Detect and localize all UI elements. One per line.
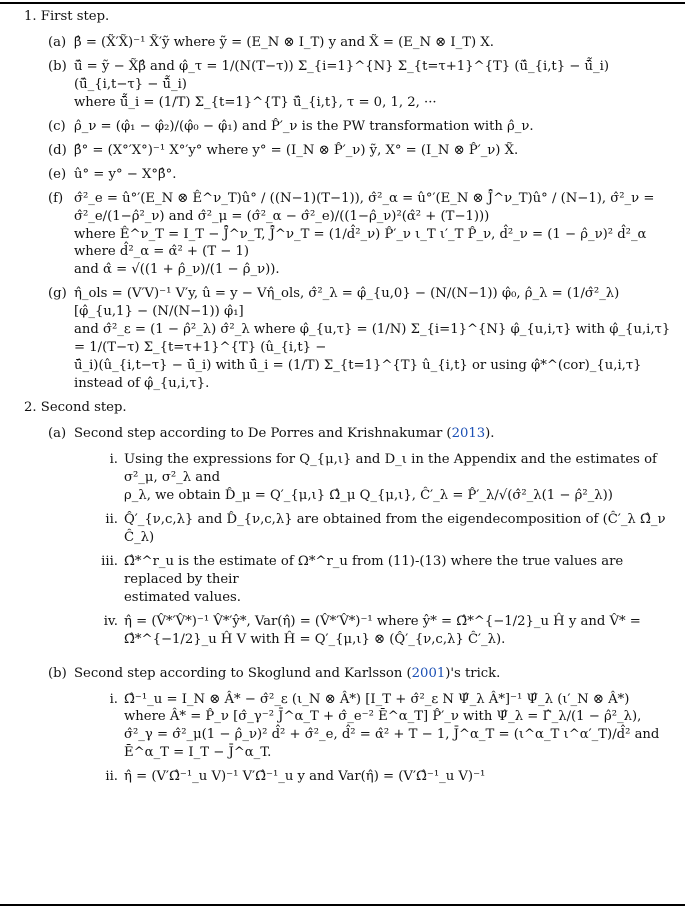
step-1-item-a: (a) β̂ = (X̃′X̃)⁻¹ X̃′ỹ where ỹ = (E_N ⊗ I_T) y and X̃ = (E_N ⊗ I_T) X. xyxy=(48,34,674,52)
formula-line: ρ_λ, we obtain D̂_μ = Q′_{μ,ι} Ω̂_μ Q_{μ,ι}, Ĉ′_λ = P̂′_λ/√(σ̂²_λ(1 − ρ̂²_λ)) xyxy=(124,487,613,503)
top-rule xyxy=(0,2,685,4)
subsection-heading: Second step according to De Porres and Krishnakumar (2013). xyxy=(74,426,495,442)
formula-line: ũ̂ = ỹ − X̃β̂ and φ̂_τ = 1/(N(T−τ)) Σ_{i=1}^{N} Σ_{t=τ+1}^{T} (ũ̂_{i,t} − ū̂̃_i)(ũ̂_{i,t−τ} − ū̂̃_i) xyxy=(74,58,609,92)
bottom-rule xyxy=(0,904,685,906)
formula-line: where Ê^ν_T = I_T − J̄̂^ν_T, J̄̂^ν_T = (1/d̂²_ν) P̂′_ν ι_T ι′_T P̂_ν, d̂²_ν = (1 − ρ̂_ν)² d̂²_α where d̂²_α = α̂² + (T − 1) xyxy=(74,226,647,260)
step-2-title: 2. Second step. xyxy=(24,400,127,416)
step-1-item-d: (d) β̂° = (X°′X°)⁻¹ X°′y° where y° = (I_N ⊗ P̂′_ν) ỹ, X° = (I_N ⊗ P̂′_ν) X̃. xyxy=(48,142,674,160)
step-1-item-c: (c) ρ̂_ν = (φ̂₁ − φ̂₂)/(φ̂₀ − φ̂₁) and P̂′_ν is the PW transformation with ρ̂_ν. xyxy=(48,118,674,136)
step-1 xyxy=(24,8,674,393)
citation-link[interactable]: 2013 xyxy=(451,426,486,442)
roman-list-a xyxy=(90,451,674,649)
formula-line: estimated values. xyxy=(124,589,241,605)
step-1-title: 1. First step. xyxy=(24,9,110,24)
step-1-item-g: (g) η̂_ols = (V′V)⁻¹ V′y, û = y − Vη̂_ols, σ̂²_λ = φ̂_{u,0} − (N/(N−1)) φ̂₀, ρ̂_λ = (1/σ̂²_λ)[φ̂_{u,1} − (N/(N−1)) φ̂₁] and σ̂²_ε = (1 − ρ̂²_λ) σ̂²_λ where φ̂_{u,τ} = (1/N) Σ_{i=1}^{N} φ̂_{u,i,τ} with φ̂_{u,i,τ} = 1/(T−τ) Σ_{t=τ+1}^{T} (û_{i,t} − ū̂_i)(û_{i,t−τ} − ū̂_i) with ū̂_i = (1/T) Σ_{t=1}^{T} û_{i,t} or using φ̂*^(cor)_{u,i,τ} instead of φ̂_{u,i,τ}. xyxy=(48,285,674,393)
formula-line: σ̂²_e = û°′(E_N ⊗ Ê^ν_T)û° / ((N−1)(T−1)), σ̂²_α = û°′(E_N ⊗ J̄̂^ν_T)û° / (N−1), σ̂²_ν = σ̂²_e/(1−ρ̂²_ν) and σ̂²_μ = (σ̂²_α − σ̂²_e)/((1−ρ̂_ν)²(α̂² + (T−1))) xyxy=(74,190,655,224)
step-2-item-a: (a) Second step according to De Porres and Krishnakumar (2013). i. Using the expressions for Q_{μ,ι} and D_ι in the Appendix and the estimates of σ²_μ, σ²_λ and ρ_λ, we obtain D̂_μ = Q′_{μ,ι} Ω̂_μ Q_{μ,ι}, Ĉ′_λ = P̂′_λ/√(σ̂²_λ(1 − ρ̂²_λ)) ii. Q̂′_{ν,c,λ} and D̂_{ν,c,λ} are obtained from the eigendecomposition of (Ĉ′_λ Ω̂_ν Ĉ_λ) iii. Ω̂*^r_u is the estimate of Ω*^r_u from (11)-(13) where the true values are replaced by their estimated values. iv. η̂ = (V̂*′V̂*)⁻¹ V̂*′ŷ*, Var(η̂) = (V̂*′V̂*)⁻¹ where ŷ* = Ω̂*^{−1/2}_u Ĥ y and V̂* = Ω̂*^{−1/2}_u Ĥ V with Ĥ = Q′_{μ,ι} ⊗ (Q̂′_{ν,c,λ} Ĉ′_λ). xyxy=(48,425,674,658)
formula-line: where ū̂̃_i = (1/T) Σ_{t=1}^{T} ũ̂_{i,t}, τ = 0, 1, 2, ··· xyxy=(74,94,437,110)
roman-item-a-ii: ii. Q̂′_{ν,c,λ} and D̂_{ν,c,λ} are obtained from the eigendecomposition of (Ĉ′_λ Ω̂_ν Ĉ_λ) xyxy=(90,511,674,547)
formula-line: β̂° = (X°′X°)⁻¹ X°′y° where y° = (I_N ⊗ P̂′_ν) ỹ, X° = (I_N ⊗ P̂′_ν) X̃. xyxy=(74,142,519,158)
roman-item-b-i: i. Ω̂⁻¹_u = I_N ⊗ Â* − σ̂²_ε (ι_N ⊗ Â*) [I_T + σ̂²_ε N Ψ̂_λ Â*]⁻¹ Ψ̂_λ (ι′_N ⊗ Â*) where Â* = P̂_ν [σ̂_γ⁻² J̄^α_T + σ̂_e⁻² Ē^α_T] P̂′_ν with Ψ̂_λ = Γ̂_λ/(1 − ρ̂²_λ), σ̂²_γ = σ̂²_μ(1 − ρ̂_ν)² d̂² + σ̂²_e, d̂² = α̂² + T − 1, J̄^α_T = (ι^α_T ι^α′_T)/d̂² and Ē^α_T = I_T − J̄^α_T. xyxy=(90,691,674,763)
citation-link[interactable]: 2001 xyxy=(411,665,446,681)
formula-line: η̂_ols = (V′V)⁻¹ V′y, û = y − Vη̂_ols, σ̂²_λ = φ̂_{u,0} − (N/(N−1)) φ̂₀, ρ̂_λ = (1/σ̂²_λ)[φ̂_{u,1} − (N/(N−1)) φ̂₁] xyxy=(74,286,620,320)
step-2 xyxy=(24,399,674,796)
formula-line: Ω̂*^{−1/2}_u Ĥ V with Ĥ = Q′_{μ,ι} ⊗ (Q̂′_{ν,c,λ} Ĉ′_λ). xyxy=(124,631,506,647)
formula-line: û° = y° − X°β̂°. xyxy=(74,166,177,182)
step-1-item-f: (f) σ̂²_e = û°′(E_N ⊗ Ê^ν_T)û° / ((N−1)(T−1)), σ̂²_α = û°′(E_N ⊗ J̄̂^ν_T)û° / (N−1), σ̂²_ν = σ̂²_e/(1−ρ̂²_ν) and σ̂²_μ = (σ̂²_α − σ̂²_e)/((1−ρ̂_ν)²(α̂² + (T−1))) where Ê^ν_T = I_T − J̄̂^ν_T, J̄̂^ν_T = (1/d̂²_ν) P̂′_ν ι_T ι′_T P̂_ν, d̂²_ν = (1 − ρ̂_ν)² d̂²_α where d̂²_α = α̂² + (T − 1) and α̂ = √((1 + ρ̂_ν)/(1 − ρ̂_ν)). xyxy=(48,190,674,280)
formula-line: η̂ = (V′Ω̂⁻¹_u V)⁻¹ V′Ω̂⁻¹_u y and Var(η̂) = (V′Ω̂⁻¹_u V)⁻¹ xyxy=(124,769,486,785)
roman-item-b-ii: ii. η̂ = (V′Ω̂⁻¹_u V)⁻¹ V′Ω̂⁻¹_u y and Var(η̂) = (V′Ω̂⁻¹_u V)⁻¹ xyxy=(90,768,674,786)
step-2-items xyxy=(48,425,674,796)
formula-line: β̂ = (X̃′X̃)⁻¹ X̃′ỹ where ỹ = (E_N ⊗ I_T) y and X̃ = (E_N ⊗ I_T) X. xyxy=(74,34,494,50)
formula-line: Ω̂*^r_u is the estimate of Ω*^r_u from (11)-(13) where the true values are replaced by their xyxy=(124,553,624,587)
formula-line: and α̂ = √((1 + ρ̂_ν)/(1 − ρ̂_ν)). xyxy=(74,262,280,278)
formula-line: Ω̂⁻¹_u = I_N ⊗ Â* − σ̂²_ε (ι_N ⊗ Â*) [I_T + σ̂²_ε N Ψ̂_λ Â*]⁻¹ Ψ̂_λ (ι′_N ⊗ Â*) xyxy=(124,691,630,707)
algorithm-box xyxy=(24,8,674,802)
subsection-heading: Second step according to Skoglund and Karlsson (2001)'s trick. xyxy=(74,665,501,681)
formula-line: Using the expressions for Q_{μ,ι} and D_ι in the Appendix and the estimates of σ²_μ, σ²_λ and xyxy=(124,452,657,485)
formula-line: ρ̂_ν = (φ̂₁ − φ̂₂)/(φ̂₀ − φ̂₁) and P̂′_ν is the PW transformation with ρ̂_ν. xyxy=(74,118,534,134)
formula-line: η̂ = (V̂*′V̂*)⁻¹ V̂*′ŷ*, Var(η̂) = (V̂*′V̂*)⁻¹ where ŷ* = Ω̂*^{−1/2}_u Ĥ y and V̂* = xyxy=(124,613,641,629)
roman-item-a-iv: iv. η̂ = (V̂*′V̂*)⁻¹ V̂*′ŷ*, Var(η̂) = (V̂*′V̂*)⁻¹ where ŷ* = Ω̂*^{−1/2}_u Ĥ y and V̂* = Ω̂*^{−1/2}_u Ĥ V with Ĥ = Q′_{μ,ι} ⊗ (Q̂′_{ν,c,λ} Ĉ′_λ). xyxy=(90,613,674,649)
roman-item-a-i: i. Using the expressions for Q_{μ,ι} and D_ι in the Appendix and the estimates of σ²_μ, σ²_λ and ρ_λ, we obtain D̂_μ = Q′_{μ,ι} Ω̂_μ Q_{μ,ι}, Ĉ′_λ = P̂′_λ/√(σ̂²_λ(1 − ρ̂²_λ)) xyxy=(90,451,674,505)
step-1-item-b: (b) ũ̂ = ỹ − X̃β̂ and φ̂_τ = 1/(N(T−τ)) Σ_{i=1}^{N} Σ_{t=τ+1}^{T} (ũ̂_{i,t} − ū̂̃_i)(ũ̂_{i,t−τ} − ū̂̃_i) where ū̂̃_i = (1/T) Σ_{t=1}^{T} ũ̂_{i,t}, τ = 0, 1, 2, ··· xyxy=(48,58,674,112)
formula-line: σ̂²_γ = σ̂²_μ(1 − ρ̂_ν)² d̂² + σ̂²_e, d̂² = α̂² + T − 1, J̄^α_T = (ι^α_T ι^α′_T)/d̂² and Ē^α_T = I_T − J̄^α_T. xyxy=(124,727,660,761)
step-2-item-b: (b) Second step according to Skoglund and Karlsson (2001)'s trick. i. Ω̂⁻¹_u = I_N ⊗ Â* − σ̂²_ε (ι_N ⊗ Â*) [I_T + σ̂²_ε N Ψ̂_λ Â*]⁻¹ Ψ̂_λ (ι′_N ⊗ Â*) where Â* = P̂_ν [σ̂_γ⁻² J̄^α_T + σ̂_e⁻² Ē^α_T] P̂′_ν with Ψ̂_λ = Γ̂_λ/(1 − ρ̂²_λ), σ̂²_γ = σ̂²_μ(1 − ρ̂_ν)² d̂² + σ̂²_e, d̂² = α̂² + T − 1, J̄^α_T = (ι^α_T ι^α′_T)/d̂² and Ē^α_T = I_T − J̄^α_T. ii. η̂ = (V′Ω̂⁻¹_u V)⁻¹ V′Ω̂⁻¹_u y and Var(η̂) = (V′Ω̂⁻¹_u V)⁻¹ xyxy=(48,665,674,797)
step-1-item-e: (e) û° = y° − X°β̂°. xyxy=(48,166,674,184)
roman-item-a-iii: iii. Ω̂*^r_u is the estimate of Ω*^r_u from (11)-(13) where the true values are replaced by their estimated values. xyxy=(90,553,674,607)
formula-line: and σ̂²_ε = (1 − ρ̂²_λ) σ̂²_λ where φ̂_{u,τ} = (1/N) Σ_{i=1}^{N} φ̂_{u,i,τ} with φ̂_{u,i,τ} = 1/(T−τ) Σ_{t=τ+1}^{T} (û_{i,t} − xyxy=(74,322,671,356)
step-1-items xyxy=(48,34,674,393)
roman-list-b xyxy=(90,691,674,787)
formula-line: ū̂_i)(û_{i,t−τ} − ū̂_i) with ū̂_i = (1/T) Σ_{t=1}^{T} û_{i,t} or using φ̂*^(cor)_{u,i,τ} instead of φ̂_{u,i,τ}. xyxy=(74,358,642,392)
formula-line: Q̂′_{ν,c,λ} and D̂_{ν,c,λ} are obtained from the eigendecomposition of (Ĉ′_λ Ω̂_ν Ĉ_λ) xyxy=(124,511,666,545)
formula-line: where Â* = P̂_ν [σ̂_γ⁻² J̄^α_T + σ̂_e⁻² Ē^α_T] P̂′_ν with Ψ̂_λ = Γ̂_λ/(1 − ρ̂²_λ), xyxy=(124,709,642,725)
